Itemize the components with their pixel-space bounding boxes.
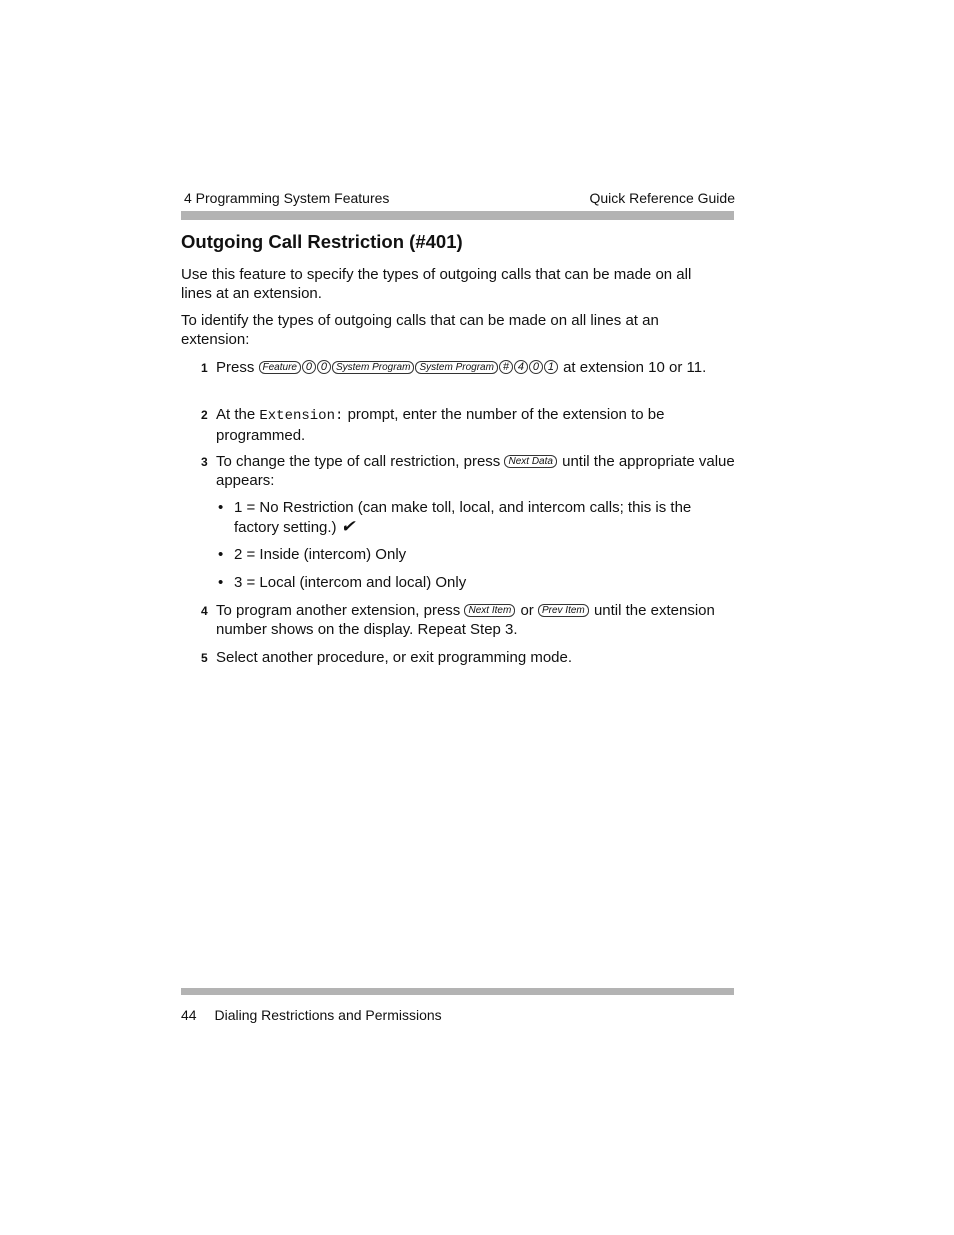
step-text: To change the type of call restriction, press Next Data until the appropriate value appears: bbox=[216, 453, 735, 489]
page-number: 44 bbox=[181, 1007, 197, 1023]
step-number: 1 bbox=[201, 361, 208, 375]
option-text: 3 = Local (intercom and local) Only bbox=[234, 574, 467, 591]
feature-key: Feature bbox=[259, 361, 301, 374]
display-prompt: Extension: bbox=[259, 408, 344, 424]
step-text: To program another extension, press Next Item or Prev Item until the extension number shows on the display. Repeat Step 3. bbox=[216, 602, 715, 638]
step-text: Press Feature 0 0 System Program System Program # 4 0 1 at extension 10 or 11. bbox=[216, 359, 707, 376]
bullet-icon: • bbox=[218, 499, 224, 516]
page-header bbox=[181, 190, 734, 206]
system-program-key: System Program bbox=[332, 361, 414, 374]
footer-rule bbox=[181, 988, 734, 995]
intro-paragraph: Use this feature to specify the types of outgoing calls that can be made on all lines at an extension. bbox=[181, 266, 692, 302]
instruction-paragraph: To identify the types of outgoing calls that can be made on all lines at an extension: bbox=[181, 312, 659, 348]
pound-key: # bbox=[499, 360, 513, 374]
step-number: 3 bbox=[201, 455, 208, 469]
guide-title: Quick Reference Guide bbox=[589, 190, 735, 206]
step-text: At the Extension: prompt, enter the number of the extension to be programmed. bbox=[216, 406, 665, 444]
option-text: 2 = Inside (intercom) Only bbox=[234, 546, 407, 563]
option-text: 1 = No Restriction (can make toll, local, and intercom calls; this is the factory setting.) bbox=[234, 499, 692, 536]
zero-key: 0 bbox=[317, 360, 331, 374]
checkmark-icon: ✔ bbox=[340, 517, 355, 536]
prev-item-key: Prev Item bbox=[538, 604, 589, 617]
bullet-icon: • bbox=[218, 574, 224, 591]
step-text: Select another procedure, or exit programming mode. bbox=[216, 649, 573, 666]
step-number: 4 bbox=[201, 604, 208, 618]
system-program-key: System Program bbox=[415, 361, 497, 374]
four-key: 4 bbox=[514, 360, 528, 374]
footer-section-title: Dialing Restrictions and Permissions bbox=[214, 1007, 442, 1023]
zero-key: 0 bbox=[529, 360, 543, 374]
zero-key: 0 bbox=[302, 360, 316, 374]
header-rule bbox=[181, 211, 734, 220]
section-title: Outgoing Call Restriction (#401) bbox=[181, 231, 463, 252]
next-item-key: Next Item bbox=[464, 604, 515, 617]
page-footer bbox=[181, 1007, 442, 1023]
one-key: 1 bbox=[544, 360, 558, 374]
step-number: 2 bbox=[201, 408, 208, 422]
bullet-icon: • bbox=[218, 546, 224, 563]
step-number: 5 bbox=[201, 651, 208, 665]
next-data-key: Next Data bbox=[504, 455, 556, 468]
chapter-title: 4 Programming System Features bbox=[184, 190, 390, 206]
